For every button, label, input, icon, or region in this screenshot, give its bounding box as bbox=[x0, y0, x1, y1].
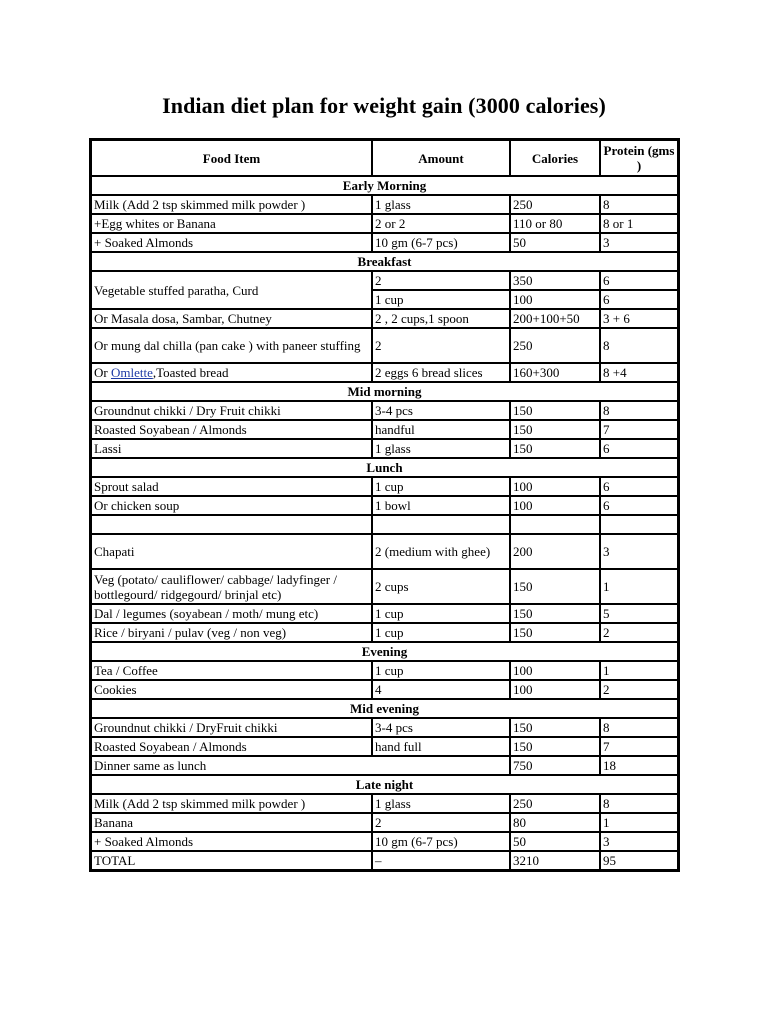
blank-row bbox=[91, 515, 678, 534]
protein-cell: 1 bbox=[600, 813, 678, 832]
calories-cell: 150 bbox=[510, 569, 600, 604]
table-row bbox=[91, 477, 678, 496]
table-row bbox=[91, 832, 678, 851]
food-cell: + Soaked Almonds bbox=[91, 233, 372, 252]
protein-cell: 6 bbox=[600, 477, 678, 496]
section-row bbox=[91, 252, 678, 271]
amount-cell: 1 cup bbox=[372, 661, 510, 680]
amount-cell: 4 bbox=[372, 680, 510, 699]
table-row bbox=[91, 604, 678, 623]
protein-cell: 8 bbox=[600, 195, 678, 214]
food-cell: Lassi bbox=[91, 439, 372, 458]
total-row bbox=[91, 851, 678, 870]
total-label: TOTAL bbox=[91, 851, 372, 870]
total-protein: 95 bbox=[600, 851, 678, 870]
amount-cell: 1 bowl bbox=[372, 496, 510, 515]
amount-cell: 2 cups bbox=[372, 569, 510, 604]
section-row bbox=[91, 775, 678, 794]
protein-cell: 8 or 1 bbox=[600, 214, 678, 233]
table-row bbox=[91, 737, 678, 756]
food-cell: Groundnut chikki / Dry Fruit chikki bbox=[91, 401, 372, 420]
header-amount: Amount bbox=[372, 140, 510, 176]
amount-cell: handful bbox=[372, 420, 510, 439]
calories-cell: 100 bbox=[510, 661, 600, 680]
protein-cell: 3 + 6 bbox=[600, 309, 678, 328]
protein-cell: 6 bbox=[600, 271, 678, 290]
table-row bbox=[91, 233, 678, 252]
table-row bbox=[91, 718, 678, 737]
protein-cell: 6 bbox=[600, 496, 678, 515]
food-cell: Dal / legumes (soyabean / moth/ mung etc) bbox=[91, 604, 372, 623]
calories-cell: 150 bbox=[510, 604, 600, 623]
calories-cell: 150 bbox=[510, 737, 600, 756]
table-header-row bbox=[91, 140, 678, 176]
section-row bbox=[91, 699, 678, 718]
table-row bbox=[91, 813, 678, 832]
table-row bbox=[91, 794, 678, 813]
protein-cell: 1 bbox=[600, 569, 678, 604]
protein-cell: 8 bbox=[600, 718, 678, 737]
calories-cell: 150 bbox=[510, 718, 600, 737]
protein-cell: 3 bbox=[600, 534, 678, 569]
food-cell: Cookies bbox=[91, 680, 372, 699]
section-row bbox=[91, 382, 678, 401]
section-lunch: Lunch bbox=[91, 458, 678, 477]
protein-cell: 8 bbox=[600, 401, 678, 420]
empty-cell bbox=[510, 515, 600, 534]
amount-cell: 2 bbox=[372, 813, 510, 832]
protein-cell: 3 bbox=[600, 832, 678, 851]
calories-cell: 50 bbox=[510, 832, 600, 851]
food-cell: Or mung dal chilla (pan cake ) with paneer stuffing bbox=[91, 328, 372, 363]
amount-cell: 10 gm (6-7 pcs) bbox=[372, 233, 510, 252]
empty-cell bbox=[91, 515, 372, 534]
section-breakfast: Breakfast bbox=[91, 252, 678, 271]
food-cell: Roasted Soyabean / Almonds bbox=[91, 737, 372, 756]
amount-cell: 1 cup bbox=[372, 604, 510, 623]
amount-cell: 1 cup bbox=[372, 623, 510, 642]
table-row bbox=[91, 496, 678, 515]
calories-cell: 150 bbox=[510, 401, 600, 420]
food-cell: Vegetable stuffed paratha, Curd bbox=[91, 271, 372, 309]
amount-cell: 1 cup bbox=[372, 290, 510, 309]
amount-cell: 2 or 2 bbox=[372, 214, 510, 233]
calories-cell: 160+300 bbox=[510, 363, 600, 382]
calories-cell: 350 bbox=[510, 271, 600, 290]
section-mid-morning: Mid morning bbox=[91, 382, 678, 401]
table-row bbox=[91, 214, 678, 233]
food-cell: +Egg whites or Banana bbox=[91, 214, 372, 233]
food-cell: + Soaked Almonds bbox=[91, 832, 372, 851]
omlette-link[interactable]: Omlette bbox=[110, 365, 153, 380]
food-cell: Groundnut chikki / DryFruit chikki bbox=[91, 718, 372, 737]
amount-cell: 1 glass bbox=[372, 439, 510, 458]
calories-cell: 750 bbox=[510, 756, 600, 775]
calories-cell: 100 bbox=[510, 496, 600, 515]
calories-cell: 250 bbox=[510, 328, 600, 363]
section-row bbox=[91, 642, 678, 661]
calories-cell: 80 bbox=[510, 813, 600, 832]
calories-cell: 250 bbox=[510, 195, 600, 214]
food-suffix: ,Toasted bread bbox=[152, 365, 229, 380]
table-row bbox=[91, 271, 678, 290]
table-row bbox=[91, 309, 678, 328]
protein-cell: 6 bbox=[600, 290, 678, 309]
protein-cell: 2 bbox=[600, 680, 678, 699]
protein-cell: 8 +4 bbox=[600, 363, 678, 382]
protein-cell: 8 bbox=[600, 794, 678, 813]
diet-plan-table bbox=[89, 138, 680, 872]
table-row bbox=[91, 363, 678, 382]
table-row bbox=[91, 623, 678, 642]
table-row bbox=[91, 661, 678, 680]
food-cell: Chapati bbox=[91, 534, 372, 569]
food-cell: Veg (potato/ cauliflower/ cabbage/ ladyfinger / bottlegourd/ ridgegourd/ brinjal etc) bbox=[91, 569, 372, 604]
table-row bbox=[91, 680, 678, 699]
table-row bbox=[91, 401, 678, 420]
section-row bbox=[91, 176, 678, 195]
amount-cell: 2 bbox=[372, 271, 510, 290]
amount-cell: 1 cup bbox=[372, 477, 510, 496]
food-cell bbox=[91, 363, 372, 382]
amount-cell: 2 eggs 6 bread slices bbox=[372, 363, 510, 382]
total-calories: 3210 bbox=[510, 851, 600, 870]
empty-cell bbox=[372, 515, 510, 534]
protein-cell: 7 bbox=[600, 737, 678, 756]
calories-cell: 50 bbox=[510, 233, 600, 252]
protein-cell: 3 bbox=[600, 233, 678, 252]
food-cell: Milk (Add 2 tsp skimmed milk powder ) bbox=[91, 794, 372, 813]
protein-cell: 18 bbox=[600, 756, 678, 775]
header-food-item: Food Item bbox=[91, 140, 372, 176]
food-cell: Roasted Soyabean / Almonds bbox=[91, 420, 372, 439]
calories-cell: 100 bbox=[510, 680, 600, 699]
calories-cell: 250 bbox=[510, 794, 600, 813]
protein-cell: 5 bbox=[600, 604, 678, 623]
section-row bbox=[91, 458, 678, 477]
calories-cell: 100 bbox=[510, 290, 600, 309]
amount-cell: hand full bbox=[372, 737, 510, 756]
amount-cell: 3-4 pcs bbox=[372, 718, 510, 737]
table-row bbox=[91, 569, 678, 604]
table-row bbox=[91, 420, 678, 439]
food-cell: Tea / Coffee bbox=[91, 661, 372, 680]
calories-cell: 150 bbox=[510, 420, 600, 439]
food-cell: Rice / biryani / pulav (veg / non veg) bbox=[91, 623, 372, 642]
protein-cell: 8 bbox=[600, 328, 678, 363]
calories-cell: 150 bbox=[510, 623, 600, 642]
section-mid-evening: Mid evening bbox=[91, 699, 678, 718]
amount-cell: 1 glass bbox=[372, 794, 510, 813]
header-calories: Calories bbox=[510, 140, 600, 176]
amount-cell: 2 bbox=[372, 328, 510, 363]
amount-cell: 2 (medium with ghee) bbox=[372, 534, 510, 569]
protein-cell: 2 bbox=[600, 623, 678, 642]
header-protein: Protein (gms ) bbox=[600, 140, 678, 176]
food-cell: Or Masala dosa, Sambar, Chutney bbox=[91, 309, 372, 328]
amount-cell: 3-4 pcs bbox=[372, 401, 510, 420]
table-row bbox=[91, 195, 678, 214]
table-row bbox=[91, 328, 678, 363]
food-cell: Milk (Add 2 tsp skimmed milk powder ) bbox=[91, 195, 372, 214]
section-dinner: Dinner same as lunch bbox=[91, 756, 510, 775]
calories-cell: 100 bbox=[510, 477, 600, 496]
food-cell: Sprout salad bbox=[91, 477, 372, 496]
dinner-row bbox=[91, 756, 678, 775]
food-cell: Or chicken soup bbox=[91, 496, 372, 515]
section-early-morning: Early Morning bbox=[91, 176, 678, 195]
section-late-night: Late night bbox=[91, 775, 678, 794]
page-title: Indian diet plan for weight gain (3000 calories) bbox=[162, 93, 606, 118]
empty-cell bbox=[600, 515, 678, 534]
protein-cell: 1 bbox=[600, 661, 678, 680]
food-prefix: Or bbox=[94, 365, 111, 380]
calories-cell: 150 bbox=[510, 439, 600, 458]
total-amount: – bbox=[372, 851, 510, 870]
table-row bbox=[91, 439, 678, 458]
protein-cell: 7 bbox=[600, 420, 678, 439]
section-evening: Evening bbox=[91, 642, 678, 661]
food-cell: Banana bbox=[91, 813, 372, 832]
table-row bbox=[91, 534, 678, 569]
calories-cell: 200+100+50 bbox=[510, 309, 600, 328]
calories-cell: 110 or 80 bbox=[510, 214, 600, 233]
amount-cell: 2 , 2 cups,1 spoon bbox=[372, 309, 510, 328]
calories-cell: 200 bbox=[510, 534, 600, 569]
amount-cell: 1 glass bbox=[372, 195, 510, 214]
protein-cell: 6 bbox=[600, 439, 678, 458]
amount-cell: 10 gm (6-7 pcs) bbox=[372, 832, 510, 851]
